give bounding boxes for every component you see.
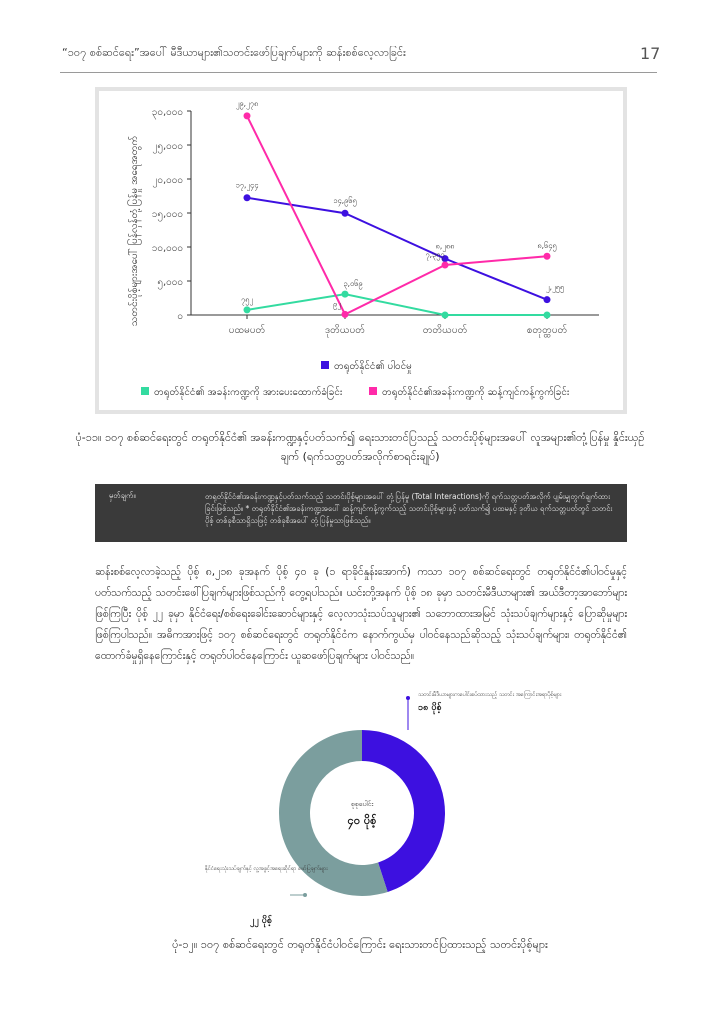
donut-chart <box>150 690 570 930</box>
figure-caption-2: ပုံ-၁၂။ ၁၀၇ စစ်ဆင်ရေးတွင် တရုတ်နိုင်ငံပါဝင်ကြောင်း ရေးသားတင်ပြထားသည့် သတင်းပိုစ့်များ <box>172 938 548 951</box>
series-line <box>247 294 547 315</box>
data-point <box>544 253 551 260</box>
data-point <box>342 210 349 217</box>
x-tick-label: စတုတ္ထပတ် <box>526 325 568 336</box>
legend-swatch <box>141 387 149 395</box>
figure-caption-1: ပုံ-၁၁။ ၁၀၇ စစ်ဆင်ရေးတွင် တရုတ်နိုင်ငံ၏ အခန်းကဏ္ဍနှင့်ပတ်သက်၍ ရေးသားတင်ပြသည့် သတင်းပိုစ့်များအပေါ် လူအများ၏တုံ့ပြန်မှု နှိုင်းယှဉ်ချက် (ရက်သတ္တပတ်အလိုက်စာရင်းချုပ်) <box>75 431 645 463</box>
y-tick-label: ၅,၀၀၀ <box>157 277 183 288</box>
y-tick-label: ၀ <box>177 311 183 322</box>
line-chart-frame <box>95 87 627 414</box>
note-box <box>95 484 627 542</box>
series-line <box>247 198 547 300</box>
data-point <box>544 312 551 319</box>
legend-label: တရုတ်နိုင်ငံ၏ အခန်းကဏ္ဍကို အားပေးထောက်ခံခြင်း <box>154 387 343 398</box>
line-chart-legend <box>141 359 570 400</box>
legend-label: တရုတ်နိုင်ငံ၏ ပါဝင်မှု <box>334 361 412 372</box>
line-chart-series <box>236 99 565 319</box>
callout-value: ၁၈ ပိုစ့် <box>418 703 442 713</box>
data-point <box>342 291 349 298</box>
header-rule <box>60 72 657 73</box>
y-tick-label: ၂၀,၀၀၀ <box>152 175 183 186</box>
data-label: ၈,၆၄၅ <box>537 241 557 251</box>
data-label: ၁၇,၂၄၄ <box>235 180 259 190</box>
callout-text: သတင်းမီဒီယာများကပေါင်းစပ်ထားသည့် သတင်း အကြောင်းအရာပိုစ့်များ <box>418 692 562 698</box>
y-tick-label: ၃၀,၀၀၀ <box>151 107 183 118</box>
data-label: ၇၅၂ <box>240 294 254 304</box>
donut-center-label: စုစုပေါင်း <box>350 800 374 808</box>
line-chart-axes <box>152 107 599 338</box>
y-tick-label: ၁၀,၀၀၀ <box>151 243 183 254</box>
data-point <box>342 311 349 318</box>
legend-swatch <box>321 361 329 369</box>
data-label: ၈,၂၈၈ <box>435 241 455 251</box>
legend-swatch <box>369 387 377 395</box>
note-text: တရုတ်နိုင်ငံ၏အခန်းကဏ္ဍနှင့်ပတ်သက်သည့် သတင်းပိုစ့်များအပေါ် တုံ့ပြန်မှု (Total Interactions)ကို ရက်သတ္တပတ်အလိုက် ပျမ်းမျှတွက်ချက်ထားခြင်းဖြစ်သည်။ * တရုတ်နိုင်ငံ၏အခန်းကဏ္ဍအပေါ် ဆန့်ကျင်ကန့်ကွက်သည့် သတင်းပိုစ့်များနှင့် ပတ်သက်၍ ပထမနှင့် ဒုတိယ ရက်သတ္တပတ်တွင် သတင်းပိုစ့် တစ်ခုစီသာရှိသဖြင့် တစ်ခုစီအပေါ် တုံ့ပြန်မှုသာဖြစ်သည်။ <box>205 492 613 525</box>
data-label: ၇,၃၅၇ <box>425 249 445 259</box>
data-point <box>244 194 251 201</box>
x-tick-label: တတိယပတ် <box>422 325 468 336</box>
y-tick-label: ၂၅,၀၀၀ <box>152 141 183 152</box>
x-tick-label: ပထမပတ် <box>228 325 266 336</box>
x-tick-label: ဒုတိယပတ် <box>324 325 366 336</box>
data-point <box>244 112 251 119</box>
y-tick-label: ၁၅,၀၀၀ <box>151 209 183 220</box>
callout-text: နိုင်ငံရေးသုံးသပ်ချက်နှင့် လူ့အခွင့်အရေးဆိုင်ရာ ဖော်ပြချက်များ <box>205 866 328 872</box>
data-label: ၉၂ <box>333 299 341 309</box>
y-axis-title-group <box>126 136 142 327</box>
data-point <box>544 296 551 303</box>
data-point <box>442 261 449 268</box>
page-number: 17 <box>640 44 661 63</box>
callout-dot <box>303 893 307 897</box>
donut-center-value: ၄၀ ပိုစ့် <box>347 814 377 827</box>
note-label: မှတ်ချက်။ <box>109 491 136 500</box>
data-label: ၂,၂၅၅ <box>545 282 565 292</box>
series-line <box>247 116 547 314</box>
body-paragraph: ဆန်းစစ်လေ့လာခဲ့သည့် ပိုစ့် ၈,၂၁၈ ခုအနက် ပိုစ့် ၄၀ ခု (၁ ရာခိုင်နှုန်းအောက်) ကသာ ၁၀၇ စစ်ဆင်ရေးတွင် တရုတ်နိုင်ငံ၏ပါဝင်မှုနှင့် ပတ်သက်သည့် သတင်းဖေါ်ပြချက်များဖြစ်သည်ကို တွေ့ရပါသည်။ ယင်းတို့အနက် ပိုစ့် ၁၈ ခုမှာ သတင်းမီဒီယာများ၏ အယ်ဒီတာ့အာဘော်များဖြစ်ကြပြီး ပိုစ့် ၂၂ ခုမှာ နိုင်ငံရေး/စစ်ရေးခေါင်းဆောင်များနှင့် လေ့လာသုံးသပ်သူများ၏ သဘောထားအမြင် သုံးသပ်ချက်များနှင့် ပြောဆိုမှုများ ဖြစ်ကြပါသည်။ အဓိကအားဖြင့် ၁၀၇ စစ်ဆင်ရေးတွင် တရုတ်နိုင်ငံက နောက်ကွယ်မှ ပါဝင်နေသည်ဆိုသည့် သုံးသပ်ချက်များ၊ တရုတ်နိုင်ငံ၏ ထောက်ခံမှုရှိနေကြောင်းနှင့် တရုတ်ပါဝင်နေကြောင်း ယူဆဖော်ပြချက်များ ပါဝင်သည်။ <box>95 566 627 662</box>
callout-value: ၂၂ ပိုစ့် <box>249 916 272 926</box>
y-axis-title: သတင်းပိုစ့်များအပေါ် ပြန်လှန်တုံ့ပြန်မှု အရေအတွက် <box>129 135 140 327</box>
line-chart <box>99 91 623 410</box>
legend-label: တရုတ်နိုင်ငံ၏အခန်းကဏ္ဍကို ဆန့်ကျင်ကန့်ကွက်ခြင်း <box>382 387 570 398</box>
data-point <box>244 306 251 313</box>
running-header: “၁၀၇ စစ်ဆင်ရေး”အပေါ် မီဒီယာများ၏သတင်းဖော်ပြချက်များကို ဆန်းစစ်လေ့လာခြင်း <box>62 46 406 59</box>
data-label: ၂၉,၂၇၈ <box>235 98 259 108</box>
data-label: ၁၄,၉၆၅ <box>333 196 357 206</box>
data-label: ၃,၀၆၉ <box>343 279 363 289</box>
data-point <box>442 312 449 319</box>
